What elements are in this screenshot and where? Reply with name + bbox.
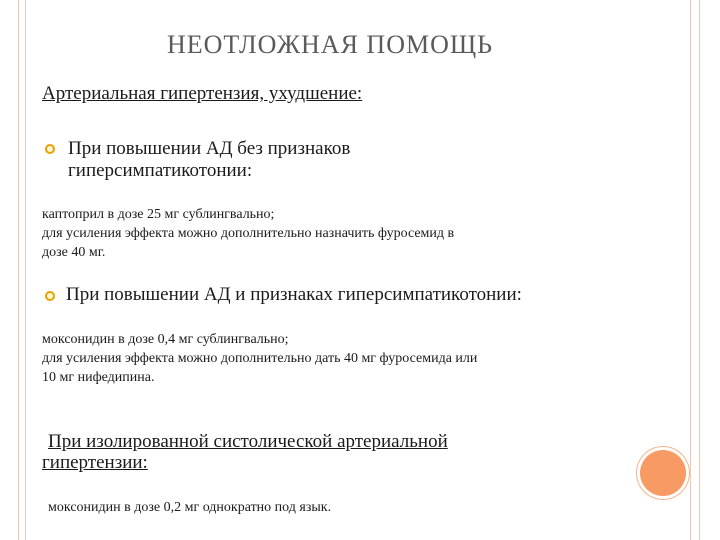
right-frame-decoration [690, 0, 700, 540]
left-frame-decoration [18, 0, 26, 540]
bullet-icon [45, 291, 55, 301]
section1-detail3: дозе 40 мг. [42, 245, 106, 260]
accent-circle-decoration [640, 450, 686, 496]
section3-line2: гипертензии: [42, 452, 148, 473]
section2-detail3: 10 мг нифедипина. [42, 370, 155, 385]
section1-line2: гиперсимпатикотонии: [68, 160, 253, 181]
section3-line1: При изолированной систолической артериальной [48, 431, 448, 452]
section1-line1: При повышении АД без признаков [68, 138, 351, 159]
bullet-icon [45, 144, 55, 154]
section2-line1: При повышении АД и признаках гиперсимпатикотонии: [66, 284, 522, 305]
section1-detail2: для усиления эффекта можно дополнительно назначить фуросемид в [42, 226, 455, 241]
section1-detail1: каптоприл в дозе 25 мг сублингвально; [42, 207, 275, 222]
page-title: НЕОТЛОЖНАЯ ПОМОЩЬ [166, 30, 494, 59]
section-heading: Артериальная гипертензия, ухудшение: [42, 83, 363, 104]
section2-detail1: моксонидин в дозе 0,4 мг сублингвально; [42, 332, 289, 347]
section2-detail2: для усиления эффекта можно дополнительно дать 40 мг фуросемида или [42, 351, 478, 366]
section3-detail1: моксонидин в дозе 0,2 мг однократно под язык. [48, 500, 332, 515]
